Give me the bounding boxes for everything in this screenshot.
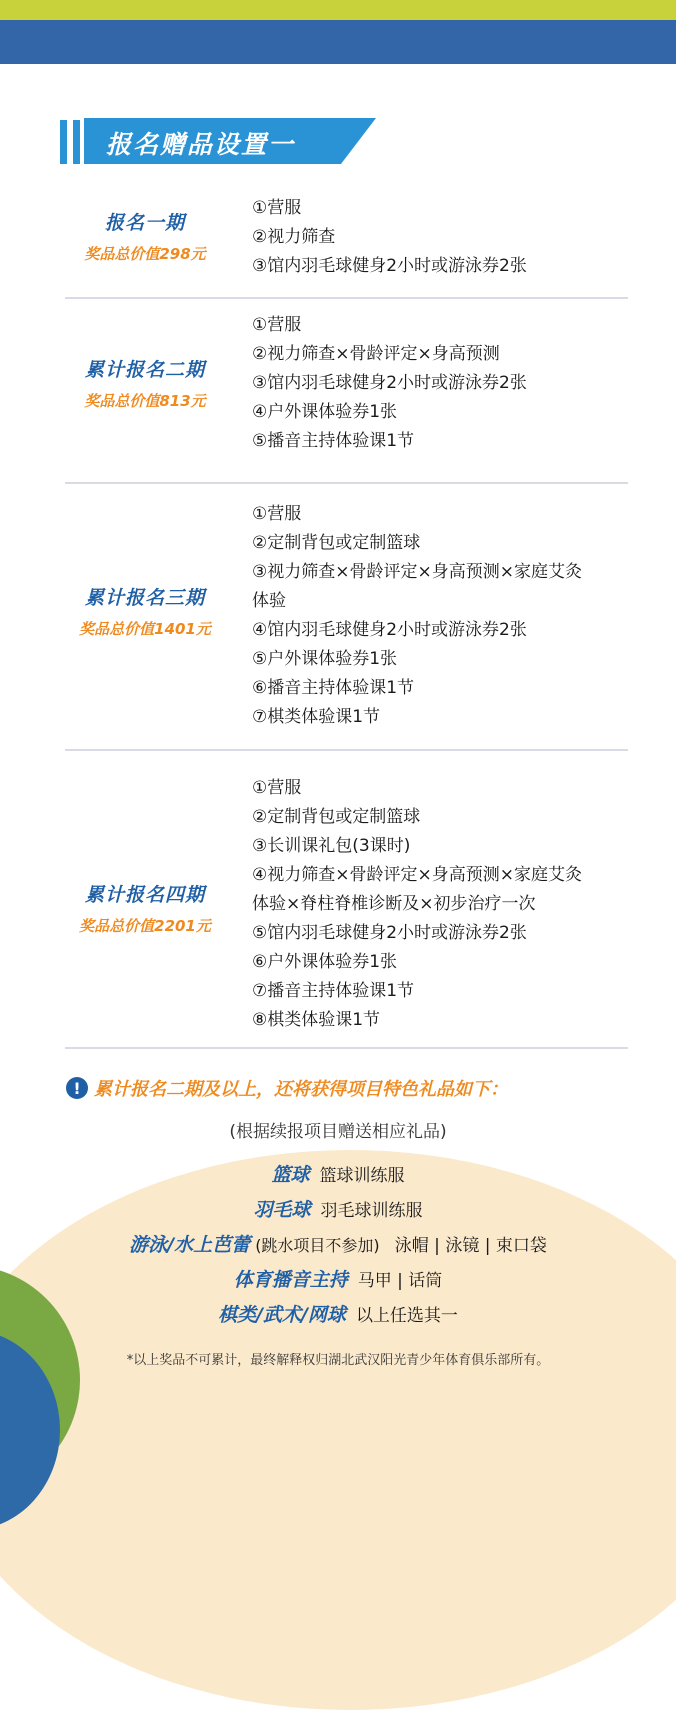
list-item: ①营服 bbox=[252, 778, 302, 798]
exclamation-icon: ! bbox=[66, 1077, 88, 1099]
list-item: ⑦播音主持体验课1节 bbox=[252, 981, 415, 1001]
tier-value: 奖品总价值1401元 bbox=[79, 620, 211, 638]
tier-4-items bbox=[252, 774, 637, 1035]
list-item: ②定制背包或定制篮球 bbox=[252, 807, 421, 827]
gift-items: 羽毛球训练服 bbox=[320, 1201, 423, 1221]
list-item: 体验×脊柱脊椎诊断及×初步治疗一次 bbox=[252, 894, 536, 914]
section-title: 报名赠品设置一 bbox=[106, 130, 296, 159]
divider bbox=[65, 297, 628, 299]
tier-1-label bbox=[40, 208, 250, 264]
gift-name: 羽毛球 bbox=[253, 1199, 311, 1221]
gift-items: 马甲 | 话筒 bbox=[357, 1271, 443, 1291]
list-item: ⑤馆内羽毛球健身2小时或游泳券2张 bbox=[252, 923, 527, 943]
top-lime-stripe bbox=[0, 0, 676, 20]
tier-value: 奖品总价值813元 bbox=[84, 392, 206, 410]
gift-items: 篮球训练服 bbox=[319, 1166, 405, 1186]
divider bbox=[65, 482, 628, 484]
section-header bbox=[60, 118, 380, 164]
list-item: ③馆内羽毛球健身2小时或游泳券2张 bbox=[252, 256, 527, 276]
divider bbox=[65, 1047, 628, 1049]
list-item: ③馆内羽毛球健身2小时或游泳券2张 bbox=[252, 373, 527, 393]
gift-row bbox=[0, 1300, 676, 1327]
gift-name: 游泳/水上芭蕾 bbox=[129, 1234, 251, 1256]
gift-name: 篮球 bbox=[271, 1164, 310, 1186]
tier-1-items bbox=[252, 194, 637, 281]
tier-name: 累计报名二期 bbox=[84, 359, 205, 381]
list-item: ①营服 bbox=[252, 315, 302, 335]
gift-row bbox=[0, 1160, 676, 1187]
list-item: ⑧棋类体验课1节 bbox=[252, 1010, 381, 1030]
list-item: ①营服 bbox=[252, 504, 302, 524]
gift-row bbox=[0, 1195, 676, 1222]
list-item: ③视力筛查×骨龄评定×身高预测×家庭艾灸 bbox=[252, 562, 582, 582]
tier-name: 累计报名三期 bbox=[84, 587, 205, 609]
list-item: ⑦棋类体验课1节 bbox=[252, 707, 381, 727]
list-item: ⑥户外课体验券1张 bbox=[252, 952, 398, 972]
gift-name: 棋类/武术/网球 bbox=[218, 1304, 346, 1326]
notice-subtext: (根据续报项目赠送相应礼品) bbox=[229, 1122, 447, 1142]
tier-2-label bbox=[40, 355, 250, 411]
tier-value: 奖品总价值298元 bbox=[84, 245, 206, 263]
list-item: ④户外课体验券1张 bbox=[252, 402, 398, 422]
tier-name: 报名一期 bbox=[104, 212, 185, 234]
tier-3-items bbox=[252, 500, 637, 732]
tier-name: 累计报名四期 bbox=[84, 884, 205, 906]
tier-3-label bbox=[40, 583, 250, 639]
header-bar-right bbox=[73, 120, 80, 164]
divider bbox=[65, 749, 628, 751]
gift-name: 体育播音主持 bbox=[233, 1269, 348, 1291]
list-item: ④视力筛查×骨龄评定×身高预测×家庭艾灸 bbox=[252, 865, 582, 885]
list-item: ③长训课礼包(3课时) bbox=[252, 836, 411, 856]
gift-note: (跳水项目不参加) bbox=[255, 1236, 380, 1255]
list-item: ⑤户外课体验券1张 bbox=[252, 649, 398, 669]
tier-value: 奖品总价值2201元 bbox=[79, 917, 211, 935]
top-blue-band bbox=[0, 20, 676, 64]
tier-4-label bbox=[40, 880, 250, 936]
list-item: ①营服 bbox=[252, 198, 302, 218]
gift-items: 泳帽 | 泳镜 | 束口袋 bbox=[394, 1236, 547, 1256]
footnote: *以上奖品不可累计，最终解释权归湖北武汉阳光青少年体育俱乐部所有。 bbox=[126, 1353, 550, 1368]
header-bar-left bbox=[60, 120, 67, 164]
gift-row bbox=[0, 1265, 676, 1292]
list-item: ②定制背包或定制篮球 bbox=[252, 533, 421, 553]
list-item: ④馆内羽毛球健身2小时或游泳券2张 bbox=[252, 620, 527, 640]
list-item: ②视力筛查 bbox=[252, 227, 336, 247]
list-item: ⑤播音主持体验课1节 bbox=[252, 431, 415, 451]
gift-row bbox=[0, 1230, 676, 1257]
notice bbox=[66, 1075, 508, 1101]
list-item: 体验 bbox=[252, 591, 286, 611]
gift-items: 以上任选其一 bbox=[355, 1306, 458, 1326]
list-item: ⑥播音主持体验课1节 bbox=[252, 678, 415, 698]
notice-text: 累计报名二期及以上，还将获得项目特色礼品如下： bbox=[94, 1079, 508, 1100]
tier-2-items bbox=[252, 311, 637, 456]
list-item: ②视力筛查×骨龄评定×身高预测 bbox=[252, 344, 500, 364]
